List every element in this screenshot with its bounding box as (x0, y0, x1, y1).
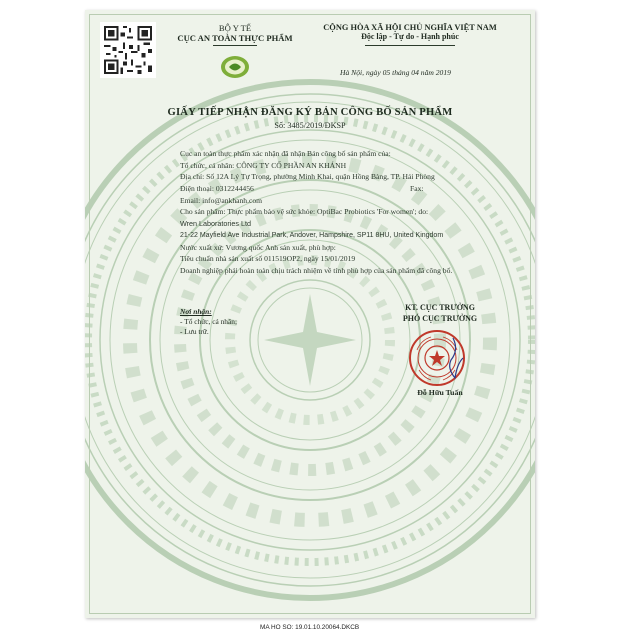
issuing-agency (170, 23, 300, 43)
fax-text: Fax: (410, 184, 424, 194)
recipient-item: - Tổ chức, cá nhân; (180, 317, 238, 326)
qr-code-icon (100, 22, 156, 78)
header-left-underline (213, 45, 257, 46)
record-code: MA HO SO: 19.01.10.20064.DKCB (260, 624, 360, 631)
national-motto: Độc lập - Tự do - Hạnh phúc (361, 32, 459, 41)
issue-date: Hà Nội, ngày 05 tháng 04 năm 2019 (340, 68, 451, 77)
signature-title-line2: PHÓ CỤC TRƯỞNG (402, 313, 478, 323)
address-line: Địa chỉ: Số 12A Lý Tự Trọng, phường Minh Khai, quận Hồng Bàng, TP. Hải Phòng (180, 172, 435, 182)
product-line: Cho sản phẩm: Thực phẩm bảo vệ sức khỏe: OptiBac Probiotics 'For women'; do: (180, 207, 429, 217)
certificate-document (85, 10, 535, 618)
recipients-block (180, 307, 237, 337)
intro-line: Cục an toàn thực phẩm xác nhận đã nhận Bản công bố sản phẩm của: (180, 149, 391, 158)
document-title: GIẤY TIẾP NHẬN ĐĂNG KÝ BẢN CÔNG BỐ SẢN PHẨM (167, 107, 453, 118)
signature-title-line1: KT. CỤC TRƯỞNG (405, 303, 475, 312)
signature-title-block (375, 303, 505, 324)
phone-text: Điện thoại: 0312244456 (180, 184, 254, 194)
recipient-item: - Lưu trữ. (180, 327, 209, 336)
national-header (290, 23, 530, 41)
organization-line: Tổ chức, cá nhân: CÔNG TY CỔ PHẦN AN KHÁNH (180, 160, 347, 170)
standard-line: Tiêu chuẩn nhà sản xuất số 011519OP2, ngày 15/01/2019 (180, 254, 356, 264)
document-body (180, 148, 520, 277)
responsibility-line: Doanh nghiệp phải hoàn toàn chịu trách nhiệm về tính phù hợp của sản phẩm đã công bố. (180, 265, 453, 275)
food-safety-logo-icon (220, 54, 250, 80)
recipients-heading: Nơi nhận: (180, 307, 212, 316)
bronze-drum-pattern-background (85, 50, 535, 610)
ministry-name: BỘ Y TẾ (218, 23, 252, 33)
signer-name: Đỗ Hữu Tuấn (417, 388, 463, 397)
official-red-seal-icon (407, 328, 467, 388)
origin-line: Nước xuất xứ: Vương quốc Anh sản xuất, phù hợp: (180, 242, 336, 252)
country-name: CỘNG HÒA XÃ HỘI CHỦ NGHĨA VIỆT NAM (323, 23, 497, 32)
manufacturer-address-line: 21-22 Mayfield Ave Industrial Park, Andover, Hampshire, SP11 8HU, United Kingdom (180, 231, 444, 239)
agency-name: CỤC AN TOÀN THỰC PHẨM (177, 33, 293, 43)
phone-fax-line (180, 183, 520, 195)
header-right-underline (365, 45, 455, 46)
email-line: Email: info@ankhanh.com (180, 195, 263, 205)
manufacturer-line: Wren Laboratories Ltd (180, 219, 251, 229)
document-number: Số: 3485/2019/ĐKSP (274, 121, 346, 130)
